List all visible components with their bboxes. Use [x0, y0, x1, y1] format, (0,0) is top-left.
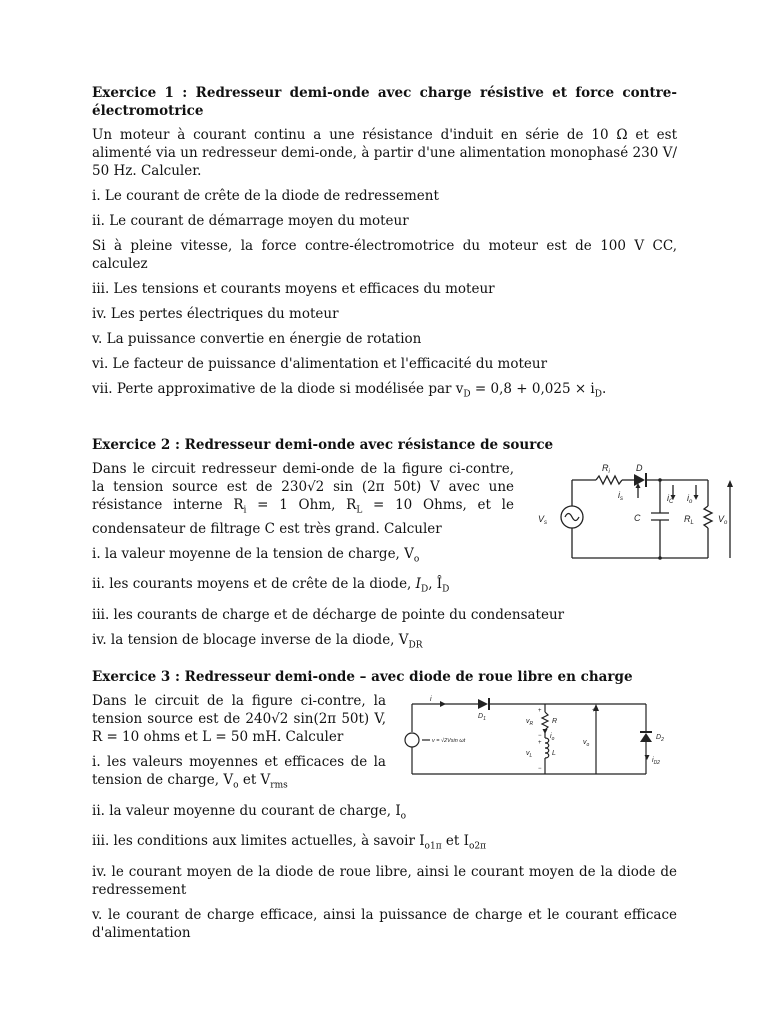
exercise-3-question-4: iv. le courant moyen de la diode de roue libre, ainsi le courant moyen de la diode de redressement — [92, 864, 677, 899]
label-d2: $D_2$ — [656, 734, 664, 743]
label-d1: $D_1$ — [478, 713, 486, 722]
label-source: v = √2Vsin ωt — [432, 738, 466, 744]
exercise-1-question-6: vi. Le facteur de puissance d'alimentation et l'efficacité du moteur — [92, 356, 548, 372]
label-vs: $V_s$ — [538, 514, 548, 526]
exercise-1-question-3: iii. Les tensions et courants moyens et efficaces du moteur — [92, 281, 495, 297]
exercise-1-question-2: ii. Le courant de démarrage moyen du moteur — [92, 213, 409, 229]
label-c: C — [634, 513, 641, 523]
label-id2: $i_{D2}$ — [652, 757, 660, 766]
exercise-1-question-4: iv. Les pertes électriques du moteur — [92, 306, 339, 322]
circuit-diagram-2 — [530, 458, 740, 568]
exercise-1-question-7: vii. Perte approximative de la diode si modélisée par $v_D = 0,8 + 0,025 \times i_D$. — [92, 381, 607, 400]
exercise-3-title: Exercice 3 : Redresseur demi-onde – avec diode de roue libre en charge — [92, 669, 633, 685]
label-d: D — [636, 463, 643, 473]
label-rl: $R_L$ — [684, 514, 694, 526]
svg-text:+: + — [538, 740, 542, 746]
exercise-2-intro: Dans le circuit redresseur demi-onde de la figure ci-contre, la tension source est de 230√2 sin (2π 50t) V avec une résistance interne $R_i = 1$ Ohm, $R_L = 10$ Ohms, et le condensateur de filtrage C est très grand. Calculer — [92, 461, 514, 537]
exercise-2-question-3: iii. les courants de charge et de décharge de pointe du condensateur — [92, 607, 565, 624]
label-vo: $V_o$ — [718, 514, 728, 526]
exercise-1-question-5: v. La puissance convertie en énergie de rotation — [92, 331, 422, 347]
svg-text:+: + — [592, 708, 596, 714]
label-io: $i_o$ — [550, 733, 555, 742]
svg-text:−: − — [538, 766, 542, 772]
label-is: $i_s$ — [618, 490, 623, 502]
exercise-3-question-5: v. le courant de charge efficace, ainsi la puissance de charge et le courant efficace d'alimentation — [92, 907, 677, 942]
exercise-3-intro: Dans le circuit de la figure ci-contre, la tension source est de 240√2 sin(2π 50t) V, R = 10 ohms et L = 50 mH. Calculer — [92, 693, 386, 745]
exercise-2-question-2: ii. les courants moyens et de crête de la diode, $I_D$, $Î_D$ — [92, 576, 450, 596]
label-r: R — [552, 718, 558, 725]
exercise-2-title: Exercice 2 : Redresseur demi-onde avec résistance de source — [92, 437, 554, 453]
circuit-diagram-3 — [400, 692, 680, 784]
exercise-1-title: Exercice 1 : Redresseur demi-onde avec charge résistive et force contre-électromotrice — [92, 85, 677, 119]
label-ic: $i_C$ — [667, 493, 674, 505]
exercise-1-intro: Un moteur à courant continu a une résistance d'induit en série de 10 Ω et est alimenté via un redresseur demi-onde, à partir d'une alimentation monophasé 230 V/ 50 Hz. Calculer. — [92, 127, 677, 179]
exercise-1 — [92, 84, 677, 411]
exercise-1-condition: Si à pleine vitesse, la force contre-électromotrice du moteur est de 100 V CC, calculez — [92, 238, 677, 272]
label-io: $i_o$ — [687, 493, 693, 505]
exercise-2-question-4: iv. la tension de blocage inverse de la diode, $V_{DR}$ — [92, 632, 423, 651]
svg-text:−: − — [538, 733, 542, 739]
label-l: L — [552, 750, 556, 757]
exercise-3-question-2: ii. la valeur moyenne du courant de charge, $I_o$ — [92, 802, 407, 822]
label-ri: $R_i$ — [602, 463, 610, 475]
label-vr: $v_R$ — [526, 718, 534, 727]
label-vl: $v_L$ — [526, 750, 533, 759]
label-i: i — [430, 696, 432, 703]
exercise-3-question-3: iii. les conditions aux limites actuelles, à savoir $I_{o1\pi}$ et $I_{o2\pi}$ — [92, 833, 487, 853]
exercise-2-question-1: i. la valeur moyenne de la tension de charge, $V_o$ — [92, 545, 420, 565]
exercise-1-question-1: i. Le courant de crête de la diode de redressement — [92, 188, 439, 204]
label-vo: $v_o$ — [583, 739, 590, 748]
svg-text:+: + — [538, 708, 542, 714]
exercise-3-question-1: i. les valeurs moyennes et efficaces de la tension de charge, $V_o$ et $V_{rms}$ — [92, 754, 386, 791]
